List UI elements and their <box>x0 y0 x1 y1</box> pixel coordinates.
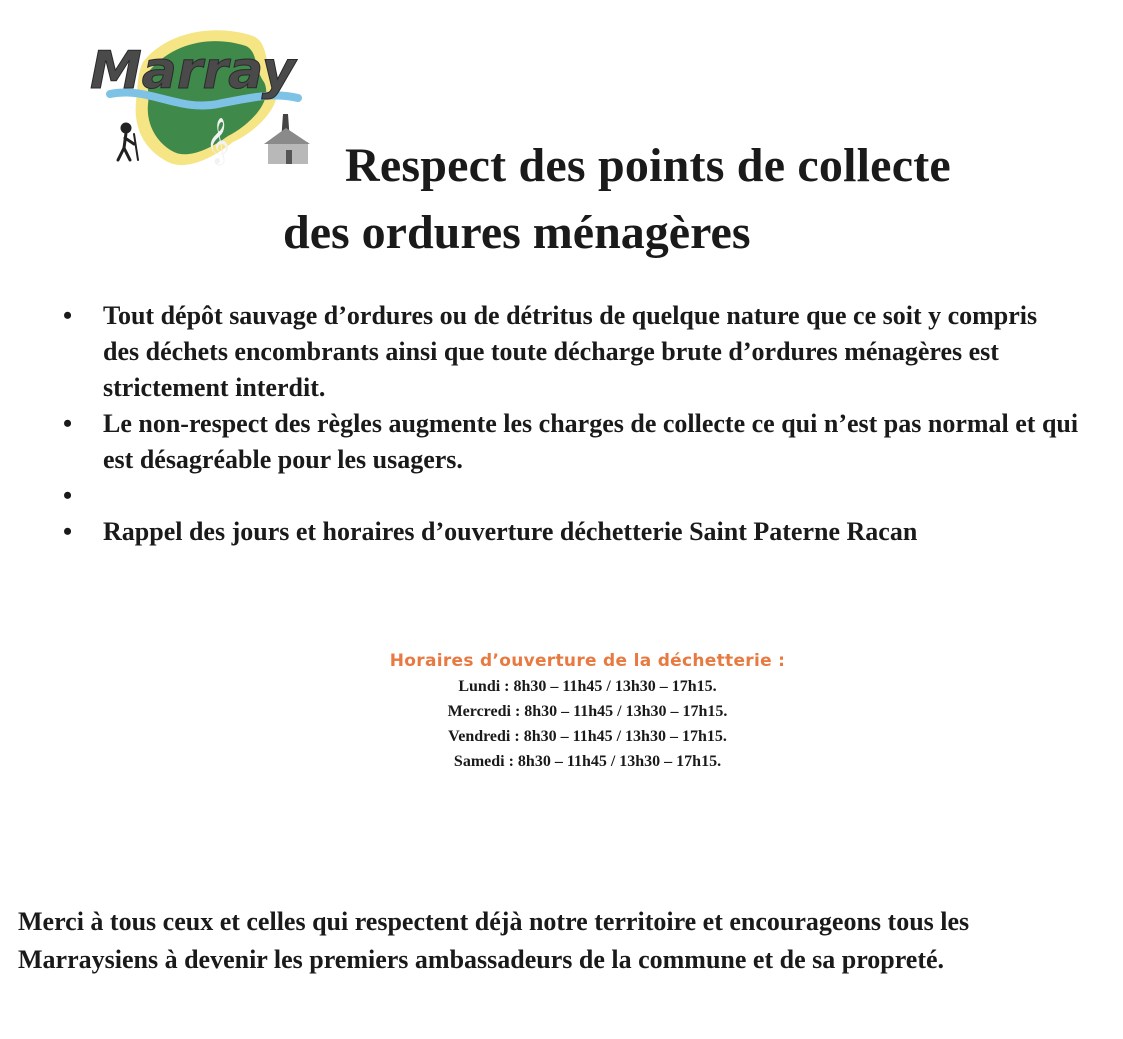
opening-hours-row: Mercredi : 8h30 – 11h45 / 13h30 – 17h15. <box>447 703 728 720</box>
list-item-text: Le non-respect des règles augmente les charges de collecte ce qui n’est pas normal et qui est désagréable pour les usagers. <box>103 409 1079 474</box>
church-icon <box>264 114 310 164</box>
page-title-line-1: Respect des points de collecte <box>345 139 951 192</box>
bullet-icon: • <box>62 409 73 438</box>
bullet-icon: • <box>62 481 73 510</box>
closing-paragraph: Merci à tous ceux et celles qui respectent déjà notre territoire et encourageons tous les Marraysiens à devenir les premiers ambassadeurs de la commune et de sa propreté. <box>18 907 970 974</box>
opening-hours-row: Vendredi : 8h30 – 11h45 / 13h30 – 17h15. <box>448 728 727 745</box>
hiker-icon <box>118 124 138 160</box>
list-item <box>60 478 1110 514</box>
bullet-icon: • <box>62 301 73 330</box>
list-item-text: Rappel des jours et horaires d’ouverture déchetterie Saint Paterne Racan <box>103 517 918 546</box>
opening-hours-row: Samedi : 8h30 – 11h45 / 13h30 – 17h15. <box>453 753 722 770</box>
treble-clef-icon: 𝄞 <box>206 118 230 164</box>
page-title-line-2: des ordures ménagères <box>283 206 751 259</box>
marray-logo <box>88 22 328 182</box>
opening-hours-row: Lundi : 8h30 – 11h45 / 13h30 – 17h15. <box>458 678 717 695</box>
list-item <box>60 514 1110 550</box>
marray-logo-graphic <box>88 22 328 182</box>
list-item <box>60 298 1110 406</box>
opening-hours-block <box>360 648 815 774</box>
list-item-text: Tout dépôt sauvage d’ordures ou de détritus de quelque nature que ce soit y compris des déchets encombrants ainsi que toute décharge brute d’ordures ménagères est strictement interdit. <box>103 301 1038 402</box>
logo-wordmark: Marray <box>90 41 296 101</box>
bullet-list <box>60 298 1110 550</box>
opening-hours-title: Horaires d’ouverture de la déchetterie : <box>389 651 786 671</box>
list-item <box>60 406 1110 478</box>
bullet-icon: • <box>62 517 73 546</box>
